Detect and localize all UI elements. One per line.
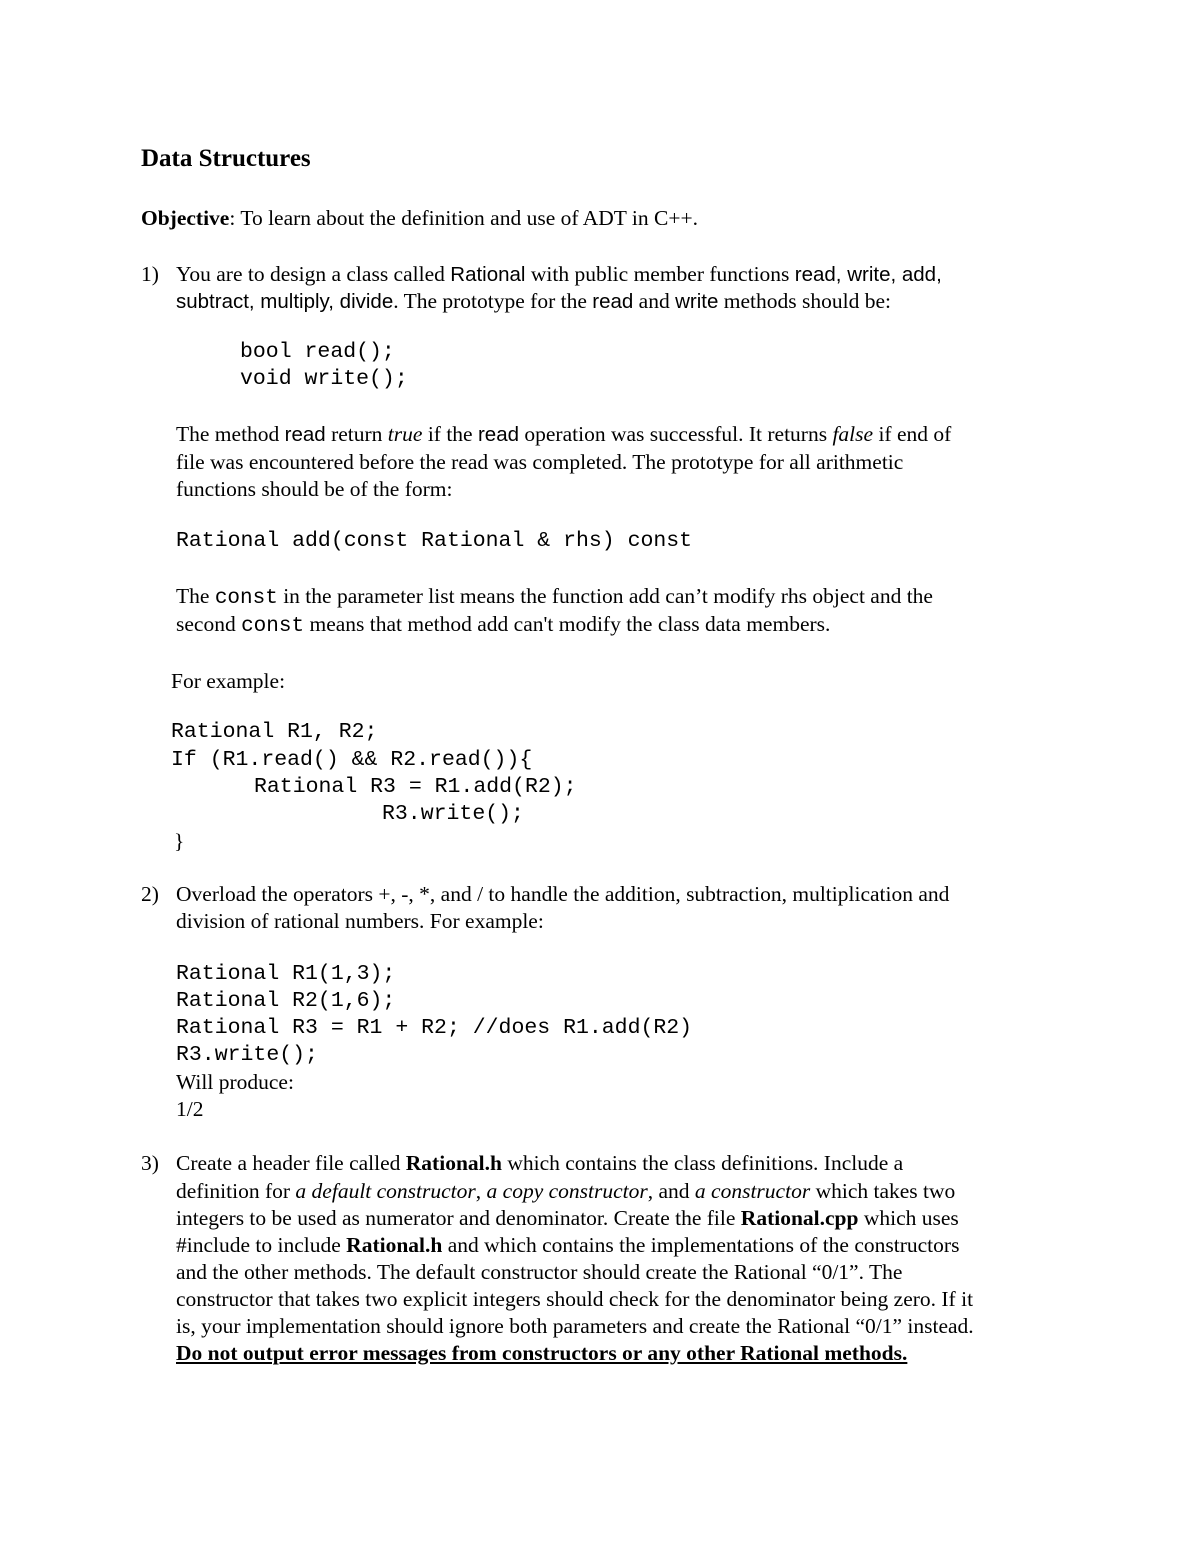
item1-para-line2: file was encountered before the read was completed. The prototype for all arithmetic [176,450,904,474]
for-example-label: For example: [171,669,286,693]
item1-para-line3: functions should be of the form: [176,477,453,501]
example-code-line5: } [174,829,185,853]
objective-text: : To learn about the definition and use of ADT in C++. [229,206,698,230]
item3-line5: and the other methods. The default constructor should create the Rational “0/1”. The [176,1260,903,1284]
const-explain-line2: second const means that method add can't modify the class data members. [176,612,831,638]
item1-para-line1: The method read return true if the read operation was successful. It returns false if end of [176,422,952,446]
item1-line2: subtract, multiply, divide. The prototype for the read and write methods should be: [176,289,891,313]
item2-code-line1: Rational R1(1,3); [176,962,396,986]
item1-line1: You are to design a class called Rational with public member functions read, write, add, [176,262,942,286]
item1-number: 1) [141,262,159,286]
item3-line7: is, your implementation should ignore both parameters and create the Rational “0/1” instead. [176,1314,974,1338]
item2-number: 2) [141,882,159,906]
code-read-prototype: bool read(); [240,340,395,364]
item2-line1: Overload the operators +, -, *, and / to handle the addition, subtraction, multiplication and [176,882,950,906]
item2-code-line2: Rational R2(1,6); [176,989,396,1013]
item3-line4: #include to include Rational.h and which contains the implementations of the constructors [176,1233,960,1257]
item2-code-line3: Rational R3 = R1 + R2; //does R1.add(R2) [176,1016,693,1040]
objective-label: Objective [141,206,230,230]
item2-line2: division of rational numbers. For example: [176,909,544,933]
item3-line3: integers to be used as numerator and denominator. Create the file Rational.cpp which uses [176,1206,959,1230]
item2-code-line4: R3.write(); [176,1043,318,1067]
example-code-line2: If (R1.read() && R2.read()){ [171,748,533,772]
item3-warning: Do not output error messages from constructors or any other Rational methods. [176,1341,908,1365]
item3-line1: Create a header file called Rational.h which contains the class definitions. Include a [176,1151,904,1175]
item3-number: 3) [141,1151,159,1175]
example-code-line1: Rational R1, R2; [171,720,378,744]
will-produce-label: Will produce: [176,1070,294,1094]
objective-line [141,208,698,230]
example-code-line4: R3.write(); [382,802,524,826]
page-title: Data Structures [141,145,311,172]
item3-line2: definition for a default constructor, a copy constructor, and a constructor which takes two [176,1179,956,1203]
const-explain-line1: The const in the parameter list means the function add can’t modify rhs object and the [176,584,933,610]
example-code-line3: Rational R3 = R1.add(R2); [254,775,577,799]
code-write-prototype: void write(); [240,367,408,391]
item3-line6: constructor that takes two explicit integers should check for the denominator being zero. If it [176,1287,974,1311]
result-value: 1/2 [176,1097,204,1121]
code-add-prototype: Rational add(const Rational & rhs) const [176,529,693,553]
